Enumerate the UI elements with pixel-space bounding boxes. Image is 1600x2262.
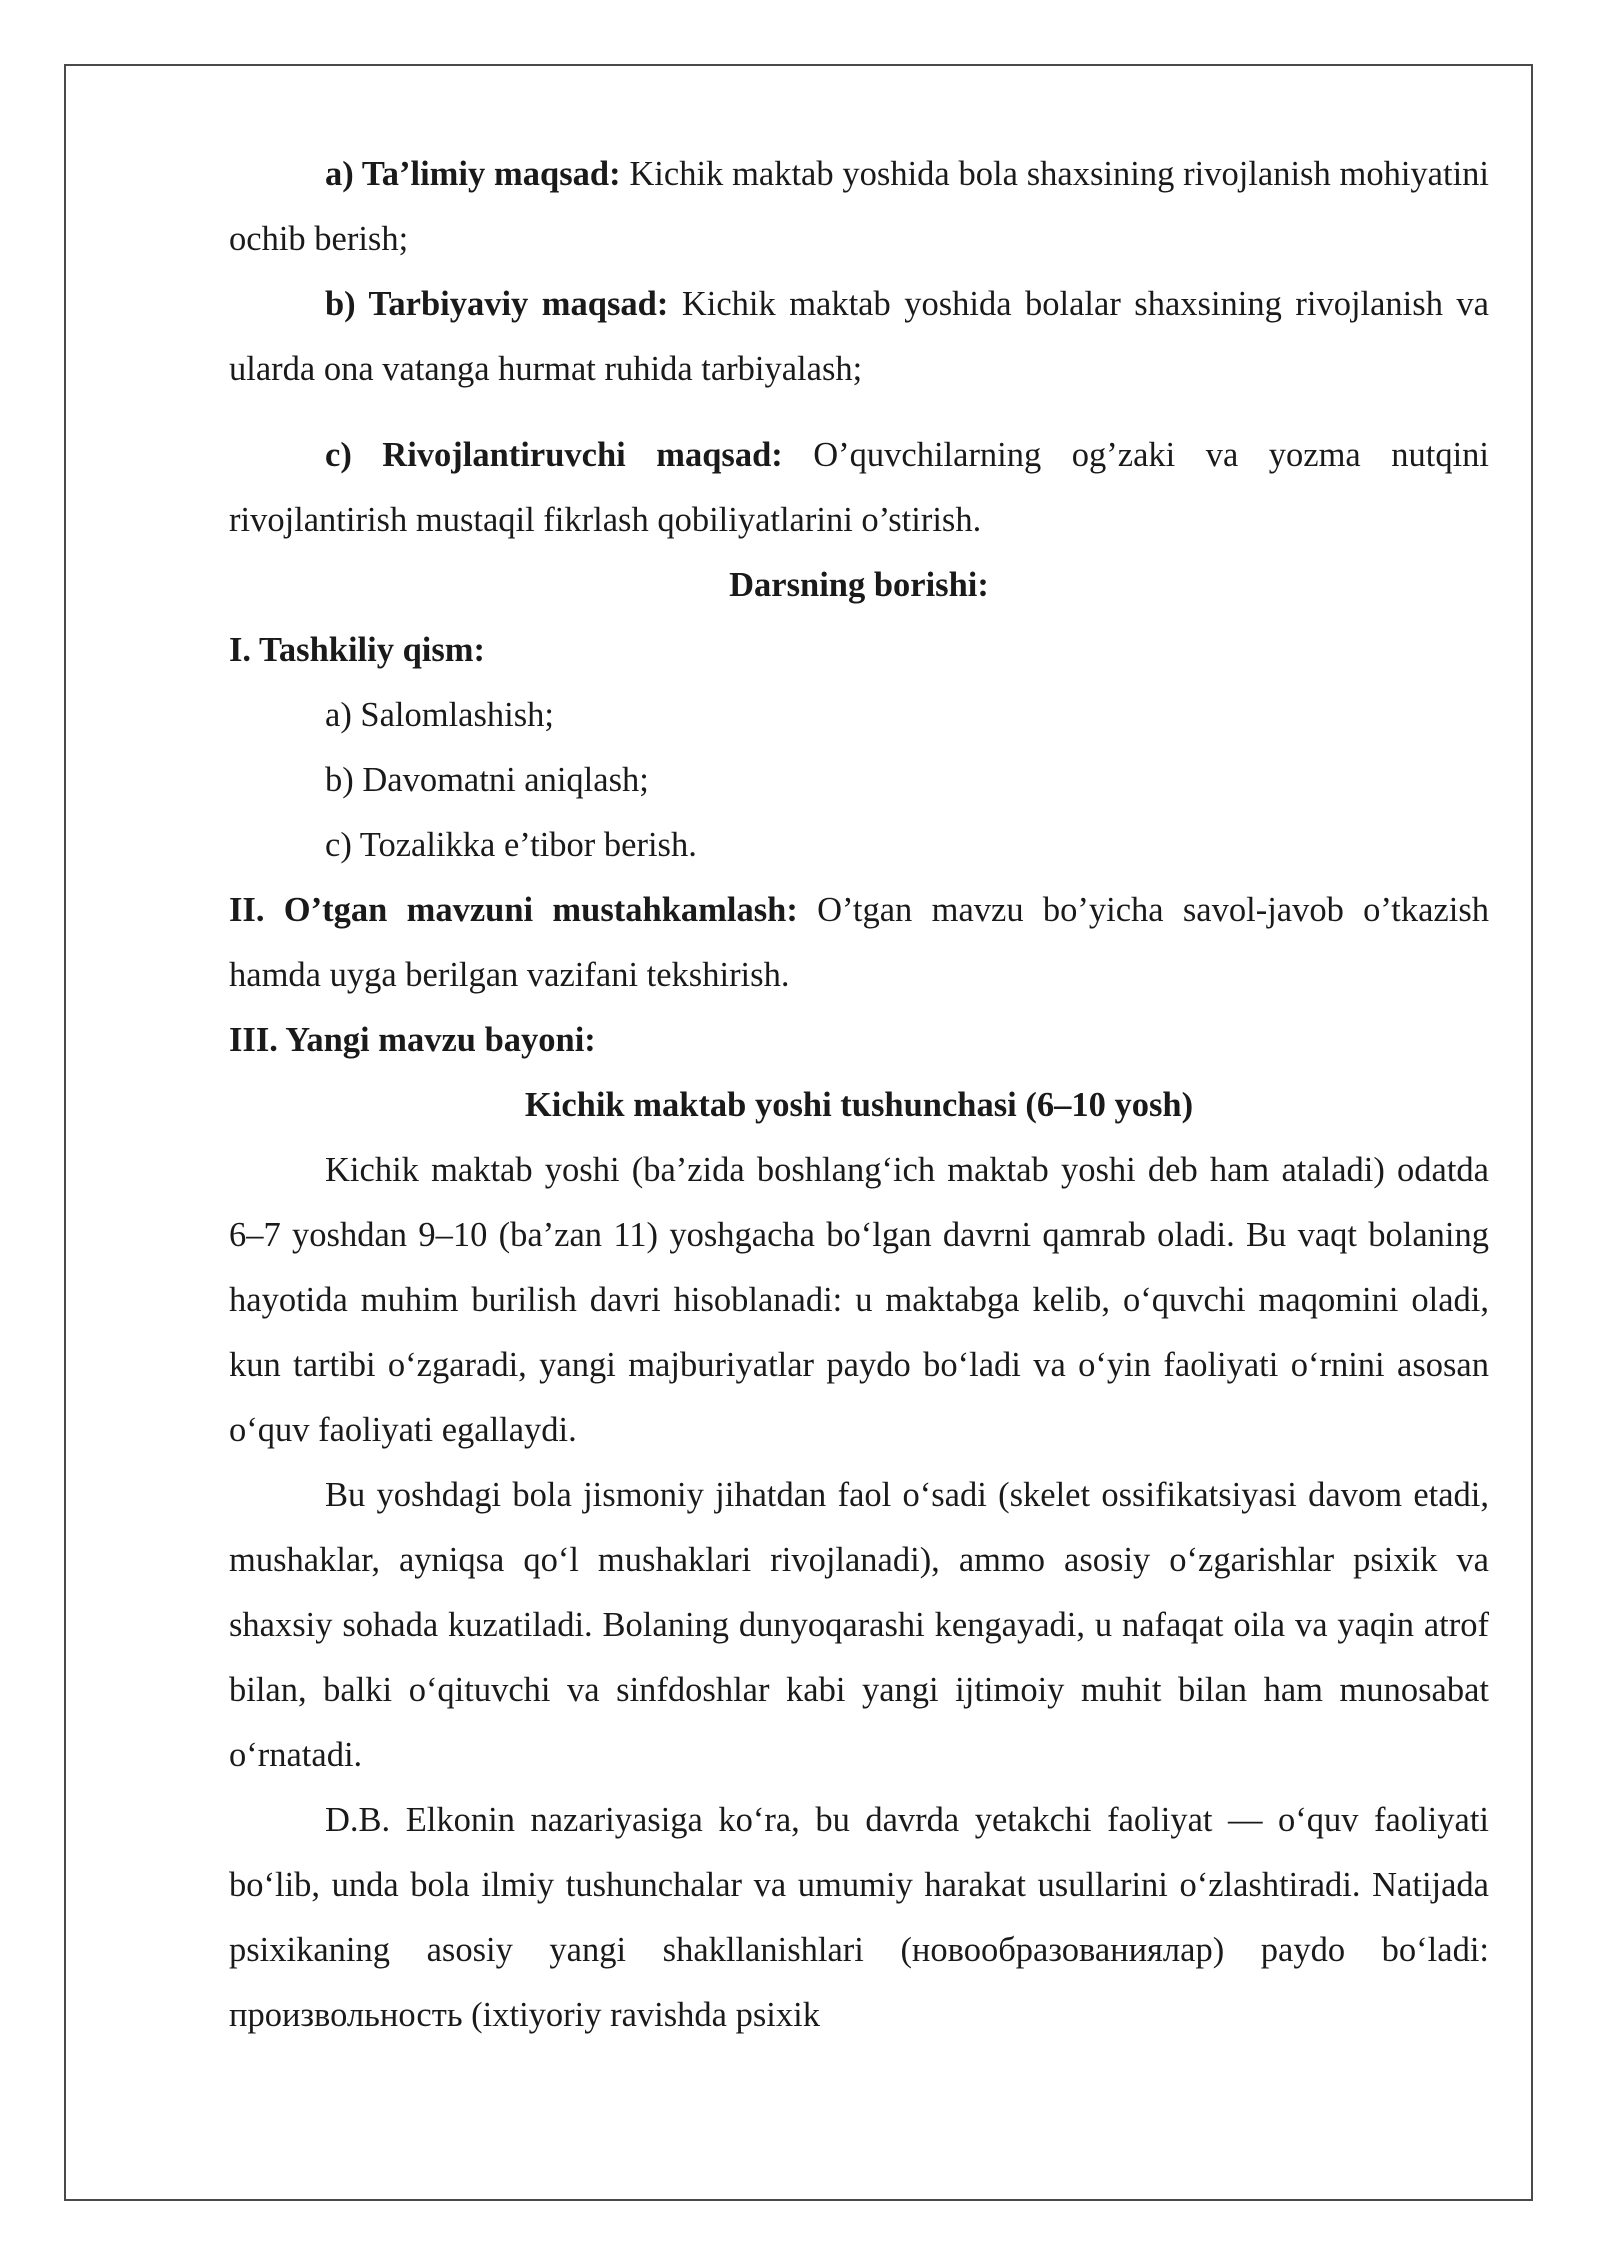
section-text: O’tgan mavzu bo’yicha savol-javob o’tkazish hamda uyga berilgan vazifani tekshirish. — [229, 891, 1489, 994]
goal-label: c) Rivojlantiruvchi maqsad: — [325, 436, 783, 474]
goal-educational — [229, 142, 1489, 272]
section-title: II. O’tgan mavzuni mustahkamlash: — [229, 891, 798, 929]
section-review — [229, 878, 1489, 1008]
goal-label: b) Tarbiyaviy maqsad: — [325, 285, 669, 323]
goal-developmental — [229, 423, 1489, 553]
list-item: b) Davomatni aniqlash; — [325, 761, 649, 799]
list-item: a) Salomlashish; — [325, 696, 555, 734]
body-paragraph: D.B. Elkonin nazariyasiga ko‘ra, bu davrda yetakchi faoliyat — o‘quv faoliyati bo‘lib, unda bola ilmiy tushunchalar va umumiy harakat usullarini o‘zlashtiradi. Natijada psixikaning asosiy yangi shakllanishlari (новообразованиялар) paydo bo‘ladi: произвольность (ixtiyoriy ravishda psixik — [229, 1801, 1489, 2034]
section-title: I. Tashkiliy qism: — [229, 631, 486, 669]
goal-text: Kichik maktab yoshida bolalar shaxsining rivojlanish va ularda ona vatanga hurmat ruhida tarbiyalash; — [229, 285, 1489, 388]
lesson-heading: Darsning borishi: — [729, 566, 989, 604]
topic-title: Kichik maktab yoshi tushunchasi (6–10 yosh) — [524, 1086, 1194, 1124]
goal-text: Kichik maktab yoshida bola shaxsining rivojlanish mohiyatini ochib berish; — [229, 155, 1489, 258]
body-paragraph: Bu yoshdagi bola jismoniy jihatdan faol o‘sadi (skelet ossifikatsiyasi davom etadi, mushaklar, ayniqsa qo‘l mushaklari rivojlanadi), ammo asosiy o‘zgarishlar psixik va shaxsiy sohada kuzatiladi. Bolaning dunyoqarashi kengayadi, u nafaqat oila va yaqin atrof bilan, balki o‘qituvchi va sinfdoshlar kabi yangi ijtimoiy muhit bilan ham munosabat o‘rnatadi. — [229, 1476, 1489, 1774]
document-body — [229, 142, 1489, 2048]
goal-upbringing — [229, 272, 1489, 402]
body-paragraph: Kichik maktab yoshi (ba’zida boshlang‘ich maktab yoshi deb ham ataladi) odatda 6–7 yoshdan 9–10 (ba’zan 11) yoshgacha bo‘lgan davrni qamrab oladi. Bu vaqt bolaning hayotida muhim burilish davri hisoblanadi: u maktabga kelib, o‘quvchi maqomini oladi, kun tartibi o‘zgaradi, yangi majburiyatlar paydo bo‘ladi va o‘yin faoliyati o‘rnini asosan o‘quv faoliyati egallaydi. — [229, 1151, 1489, 1449]
goal-text: O’quvchilarning og’zaki va yozma nutqini rivojlantirish mustaqil fikrlash qobiliyatlarini o’stirish. — [229, 436, 1489, 539]
goal-label: a) Ta’limiy maqsad: — [325, 155, 621, 193]
section-title: III. Yangi mavzu bayoni: — [229, 1021, 596, 1059]
list-item: c) Tozalikka e’tibor berish. — [325, 826, 697, 864]
